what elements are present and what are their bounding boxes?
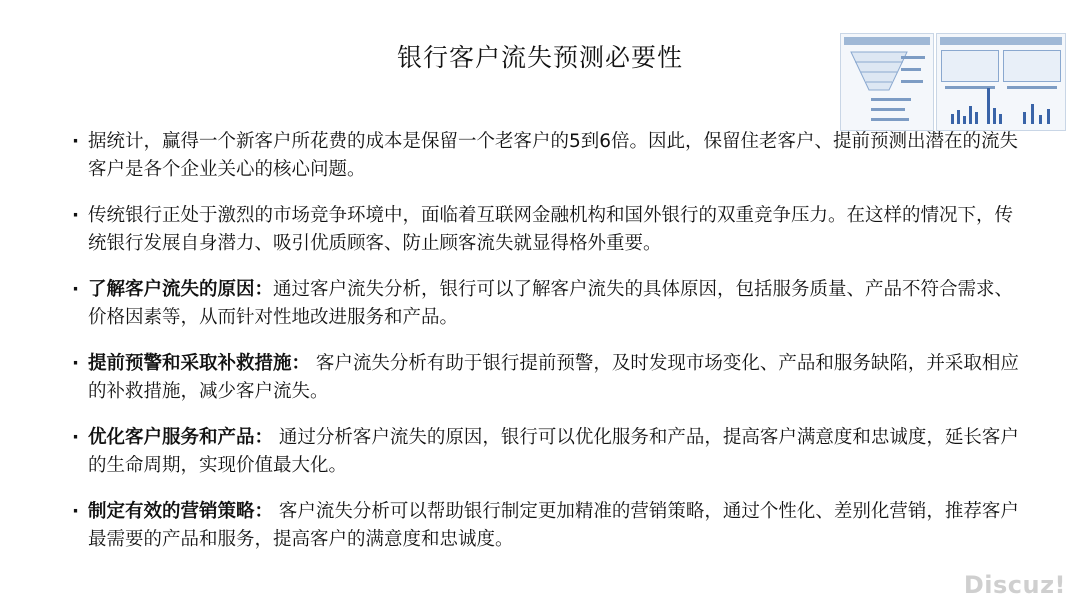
bullet-item [72,498,1022,554]
watermark-logo: Discuz! [963,571,1066,599]
bullet-lead: 提前预警和采取补救措施： [88,353,311,374]
bullet-text: 通过客户流失分析，银行可以了解客户流失的具体原因，包括服务质量、产品不符合需求、价格因素等，从而针对性地改进服务和产品。 [88,279,1014,328]
bullet-marker: · [72,131,80,152]
bullet-lead: 了解客户流失的原因： [88,279,274,300]
dashboard-thumbnail [936,33,1066,131]
bullet-lead: 优化客户服务和产品： [88,427,274,448]
bullet-item [72,128,1022,184]
bullet-item [72,350,1022,406]
bullet-item [72,424,1022,480]
bullet-list [72,128,1022,572]
bullet-text: 据统计，赢得一个新客户所花费的成本是保留一个老客户的5到6倍。因此，保留住老客户、提前预测出潜在的流失客户是各个企业关心的核心问题。 [88,131,1019,180]
bullet-item [72,202,1022,258]
slide-title: 银行客户流失预测必要性 [396,43,683,72]
funnel-icon [849,50,909,92]
bullet-text: 传统银行正处于激烈的市场竞争环境中，面临着互联网金融机构和国外银行的双重竞争压力。在这样的情况下，传统银行发展自身潜力、吸引优质顾客、防止顾客流失就显得格外重要。 [88,205,1014,254]
bullet-lead: 制定有效的营销策略： [88,501,274,522]
funnel-diagram-thumbnail [840,33,934,131]
bullet-text: 通过分析客户流失的原因，银行可以优化服务和产品，提高客户满意度和忠诚度，延长客户的生命周期，实现价值最大化。 [88,427,1019,476]
bullet-marker: · [72,279,80,300]
bullet-marker: · [72,353,80,374]
bullet-item [72,276,1022,332]
bullet-marker: · [72,427,80,448]
bullet-marker: · [72,501,80,522]
bullet-text: 客户流失分析可以帮助银行制定更加精准的营销策略，通过个性化、差别化营销，推荐客户最需要的产品和服务，提高客户的满意度和忠诚度。 [88,501,1019,550]
bullet-marker: · [72,205,80,226]
bullet-text: 客户流失分析有助于银行提前预警，及时发现市场变化、产品和服务缺陷，并采取相应的补救措施，减少客户流失。 [88,353,1019,402]
